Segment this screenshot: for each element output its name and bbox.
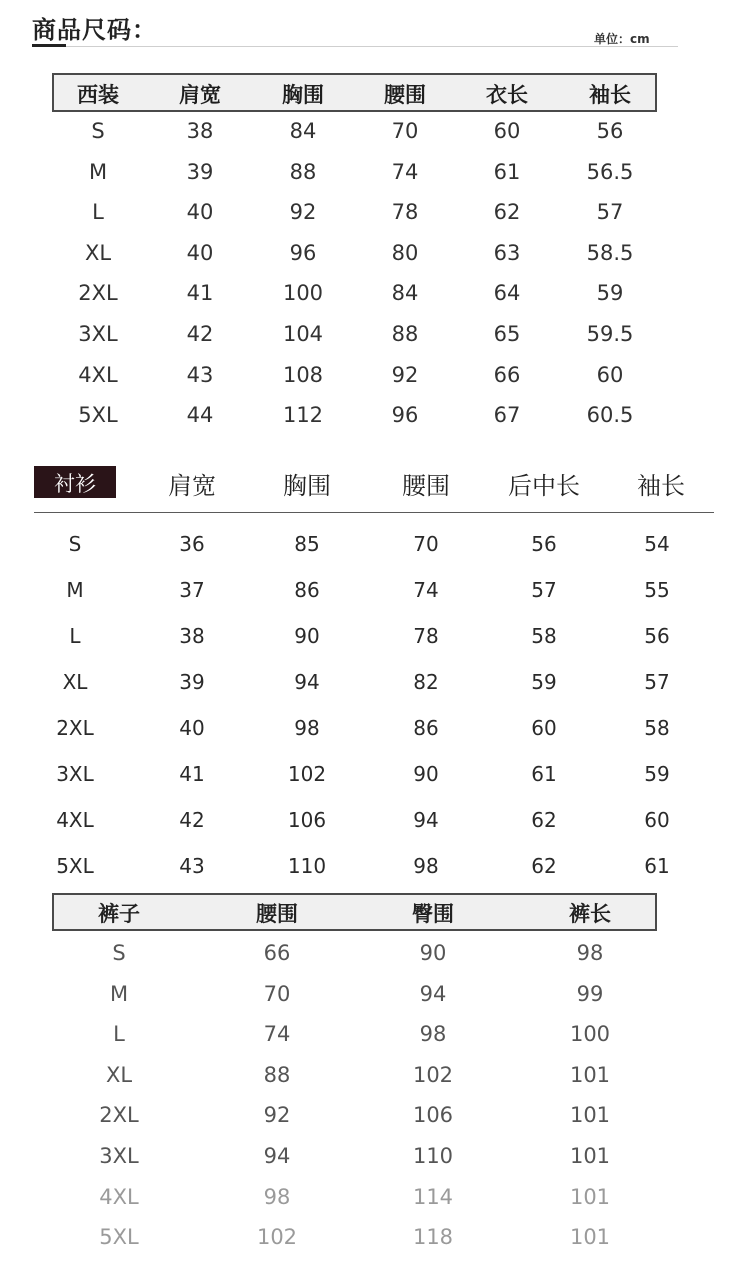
suit-table-cell: 59.5 <box>586 322 634 346</box>
suit-table-cell: 39 <box>186 160 214 184</box>
suit-table-cell: 56.5 <box>586 160 634 184</box>
suit-table-cell: 96 <box>289 241 317 265</box>
pants-table-cell: 88 <box>263 1063 291 1087</box>
suit-table-cell: 84 <box>391 281 419 305</box>
suit-table-cell: M <box>88 160 108 184</box>
header-divider <box>66 46 678 47</box>
suit-table-cell: 4XL <box>78 363 118 387</box>
pants-header-cell: 裤子 <box>98 902 140 926</box>
shirt-table-cell: 94 <box>413 808 439 832</box>
shirt-table-cell: 62 <box>531 808 557 832</box>
suit-table-cell: 40 <box>186 200 214 224</box>
shirt-table-cell: 40 <box>179 716 205 740</box>
suit-table-cell: 92 <box>391 363 419 387</box>
shirt-table-cell: 56 <box>644 624 670 648</box>
pants-table-cell: 99 <box>576 982 604 1006</box>
shirt-header-cell: 腰围 <box>402 472 450 500</box>
suit-table-cell: 62 <box>493 200 521 224</box>
pants-table-cell: 102 <box>412 1063 454 1087</box>
shirt-table-cell: 57 <box>531 578 557 602</box>
pants-table-cell: 98 <box>419 1022 447 1046</box>
pants-table-cell: 74 <box>263 1022 291 1046</box>
shirt-table-cell: 43 <box>179 854 205 878</box>
suit-table-cell: 60 <box>493 119 521 143</box>
pants-table-cell: 102 <box>256 1225 298 1249</box>
shirt-table-cell: 59 <box>531 670 557 694</box>
suit-table-cell: 57 <box>596 200 624 224</box>
unit-label: 单位：cm <box>594 32 650 46</box>
suit-table-cell: 65 <box>493 322 521 346</box>
suit-table-cell: 74 <box>391 160 419 184</box>
suit-table-cell: 60.5 <box>586 403 634 427</box>
pants-table-cell: 2XL <box>99 1103 139 1127</box>
suit-table-cell: 92 <box>289 200 317 224</box>
pants-header-box <box>52 893 657 931</box>
suit-table-cell: 38 <box>186 119 214 143</box>
pants-table-cell: 92 <box>263 1103 291 1127</box>
shirt-header-cell: 后中长 <box>508 472 580 500</box>
pants-table-cell: 101 <box>569 1225 611 1249</box>
suit-table-cell: 112 <box>282 403 324 427</box>
pants-header-cell: 腰围 <box>256 902 298 926</box>
pants-table-cell: 98 <box>576 941 604 965</box>
pants-table-cell: XL <box>105 1063 133 1087</box>
pants-header-cell: 臀围 <box>412 902 454 926</box>
shirt-table-cell: 61 <box>531 762 557 786</box>
pants-table-cell: 94 <box>419 982 447 1006</box>
suit-table-cell: 88 <box>391 322 419 346</box>
shirt-table-cell: 110 <box>287 854 327 878</box>
title-underline <box>32 44 66 47</box>
shirt-table-cell: 36 <box>179 532 205 556</box>
shirt-table-cell: 90 <box>413 762 439 786</box>
shirt-table-cell: M <box>66 578 84 602</box>
pants-table-cell: 100 <box>569 1022 611 1046</box>
suit-header-cell: 衣长 <box>486 83 528 107</box>
suit-table-cell: S <box>91 119 105 143</box>
suit-header-box <box>52 73 657 112</box>
suit-table-cell: 84 <box>289 119 317 143</box>
pants-table-cell: 94 <box>263 1144 291 1168</box>
shirt-table-cell: 5XL <box>56 854 94 878</box>
shirt-table-cell: 58 <box>644 716 670 740</box>
suit-table-cell: L <box>92 200 104 224</box>
pants-table-cell: 114 <box>412 1185 454 1209</box>
pants-header-cell: 裤长 <box>569 902 611 926</box>
shirt-table-cell: 3XL <box>56 762 94 786</box>
pants-table-cell: L <box>113 1022 125 1046</box>
pants-table-cell: 106 <box>412 1103 454 1127</box>
shirt-table-cell: 38 <box>179 624 205 648</box>
suit-table-cell: 67 <box>493 403 521 427</box>
suit-table-cell: 70 <box>391 119 419 143</box>
pants-table-cell: 101 <box>569 1144 611 1168</box>
shirt-table-cell: 78 <box>413 624 439 648</box>
shirt-table-cell: 55 <box>644 578 670 602</box>
shirt-table-cell: 42 <box>179 808 205 832</box>
shirt-table-cell: S <box>68 532 82 556</box>
shirt-table-cell: 70 <box>413 532 439 556</box>
suit-table-cell: 3XL <box>78 322 118 346</box>
shirt-table-cell: 106 <box>287 808 327 832</box>
shirt-table-cell: 74 <box>413 578 439 602</box>
suit-table-cell: 44 <box>186 403 214 427</box>
pants-table-cell: 5XL <box>99 1225 139 1249</box>
suit-header-cell: 肩宽 <box>179 83 221 107</box>
shirt-table-cell: 60 <box>531 716 557 740</box>
shirt-table-cell: 98 <box>294 716 320 740</box>
shirt-table-cell: 54 <box>644 532 670 556</box>
shirt-table-cell: 41 <box>179 762 205 786</box>
shirt-table-cell: 59 <box>644 762 670 786</box>
pants-table-cell: 101 <box>569 1185 611 1209</box>
pants-table-cell: 70 <box>263 982 291 1006</box>
shirt-table-cell: 86 <box>413 716 439 740</box>
suit-table-cell: 56 <box>596 119 624 143</box>
suit-table-cell: 108 <box>282 363 324 387</box>
suit-table-cell: 64 <box>493 281 521 305</box>
pants-table-cell: 101 <box>569 1063 611 1087</box>
shirt-table-cell: 57 <box>644 670 670 694</box>
shirt-table-cell: 98 <box>413 854 439 878</box>
shirt-table-cell: 60 <box>644 808 670 832</box>
shirt-header-cell: 衬衫 <box>54 472 96 496</box>
suit-table-cell: 42 <box>186 322 214 346</box>
shirt-table-cell: 56 <box>531 532 557 556</box>
shirt-table-cell: 90 <box>294 624 320 648</box>
pants-table-cell: 101 <box>569 1103 611 1127</box>
suit-table-cell: 88 <box>289 160 317 184</box>
pants-table-cell: 98 <box>263 1185 291 1209</box>
shirt-header-cell: 袖长 <box>637 472 685 500</box>
shirt-table-cell: 94 <box>294 670 320 694</box>
suit-table-cell: 58.5 <box>586 241 634 265</box>
suit-table-cell: 61 <box>493 160 521 184</box>
pants-table-cell: 118 <box>412 1225 454 1249</box>
suit-table-cell: 78 <box>391 200 419 224</box>
shirt-table-cell: 4XL <box>56 808 94 832</box>
suit-table-cell: 40 <box>186 241 214 265</box>
suit-table-cell: 43 <box>186 363 214 387</box>
shirt-table-cell: XL <box>62 670 88 694</box>
shirt-header-cell: 胸围 <box>283 472 331 500</box>
suit-table-cell: 60 <box>596 363 624 387</box>
pants-table-cell: M <box>109 982 129 1006</box>
shirt-table-cell: 62 <box>531 854 557 878</box>
pants-table-cell: 4XL <box>99 1185 139 1209</box>
suit-table-cell: 63 <box>493 241 521 265</box>
shirt-header-cell: 肩宽 <box>168 472 216 500</box>
shirt-table-cell: 58 <box>531 624 557 648</box>
shirt-table-cell: 61 <box>644 854 670 878</box>
pants-table-cell: S <box>112 941 126 965</box>
suit-header-cell: 西装 <box>77 83 119 107</box>
page-title: 商品尺码： <box>32 16 157 44</box>
shirt-table-cell: 82 <box>413 670 439 694</box>
shirt-table-cell: 85 <box>294 532 320 556</box>
shirt-table-cell: L <box>69 624 81 648</box>
pants-table-cell: 66 <box>263 941 291 965</box>
shirt-table-cell: 39 <box>179 670 205 694</box>
pants-table-cell: 3XL <box>99 1144 139 1168</box>
suit-table-cell: 100 <box>282 281 324 305</box>
shirt-table-cell: 2XL <box>56 716 94 740</box>
suit-table-cell: 104 <box>282 322 324 346</box>
suit-table-cell: 41 <box>186 281 214 305</box>
pants-table-cell: 110 <box>412 1144 454 1168</box>
suit-table-cell: 59 <box>596 281 624 305</box>
suit-table-cell: 5XL <box>78 403 118 427</box>
shirt-table-cell: 37 <box>179 578 205 602</box>
shirt-header-divider <box>34 512 714 513</box>
shirt-table-cell: 102 <box>287 762 327 786</box>
suit-table-cell: 2XL <box>78 281 118 305</box>
suit-table-cell: 80 <box>391 241 419 265</box>
shirt-table-cell: 86 <box>294 578 320 602</box>
suit-header-cell: 腰围 <box>384 83 426 107</box>
suit-table-cell: 66 <box>493 363 521 387</box>
suit-header-cell: 胸围 <box>282 83 324 107</box>
suit-table-cell: XL <box>84 241 112 265</box>
suit-table-cell: 96 <box>391 403 419 427</box>
pants-table-cell: 90 <box>419 941 447 965</box>
suit-header-cell: 袖长 <box>589 83 631 107</box>
